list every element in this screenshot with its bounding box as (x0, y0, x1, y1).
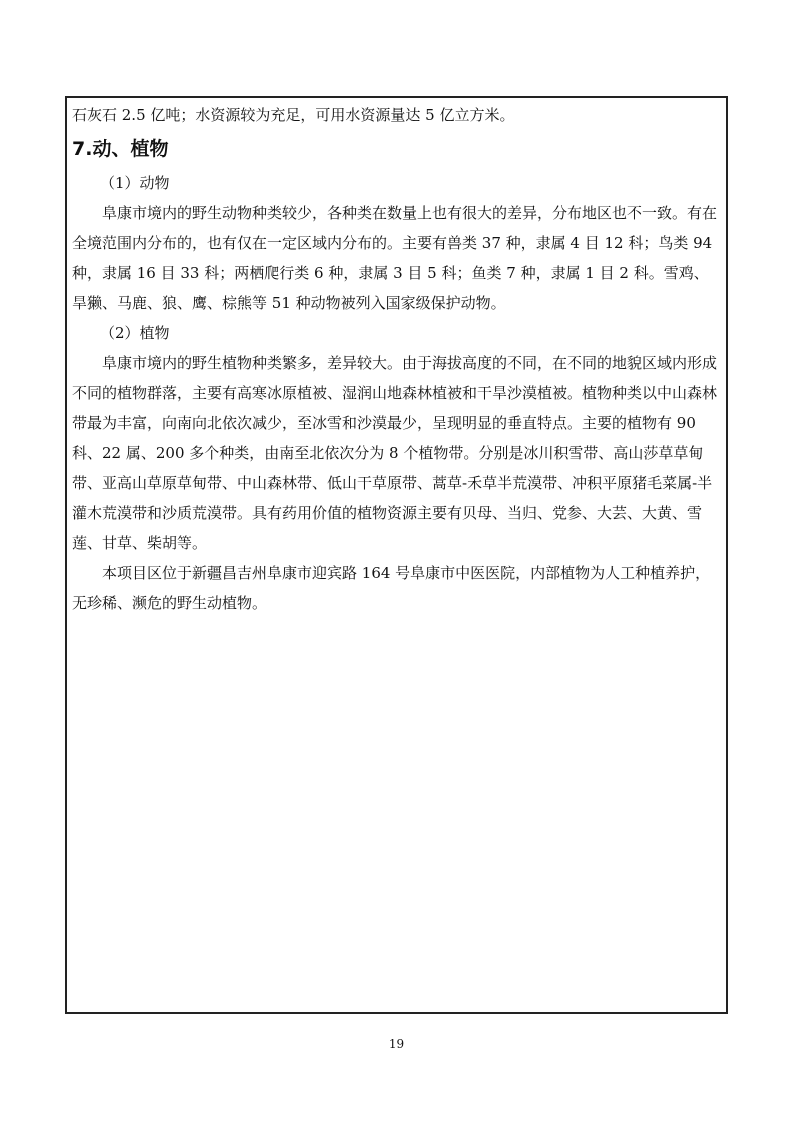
project-paragraph: 本项目区位于新疆昌吉州阜康市迎宾路 164 号阜康市中医医院，内部植物为人工种植养护，无珍稀、濒危的野生动植物。 (72, 564, 711, 612)
section-heading: 7.动、植物 (72, 138, 169, 160)
document-body (72, 100, 720, 618)
animals-paragraph: 阜康市境内的野生动物种类较少，各种类在数量上也有很大的差异，分布地区也不一致。有在全境范围内分布的，也有仅在一定区域内分布的。主要有兽类 37 种，隶属 4 目 12 科；鸟类 94 种，隶属 16 目 33 科；两栖爬行类 6 种，隶属 3 目 5 科；鱼类 7 种，隶属 1 目 2 科。雪鸡、旱獭、马鹿、狼、鹰、棕熊等 51 种动物被列入国家级保护动物。 (72, 204, 718, 312)
continuation-line: 石灰石 2.5 亿吨；水资源较为充足，可用水资源量达 5 亿立方米。 (72, 106, 515, 124)
plants-paragraph: 阜康市境内的野生植物种类繁多，差异较大。由于海拔高度的不同，在不同的地貌区域内形成不同的植物群落，主要有高寒冰原植被、湿润山地森林植被和干旱沙漠植被。植物种类以中山森林带最为丰富，向南向北依次减少，至冰雪和沙漠最少，呈现明显的垂直特点。主要的植物有 90 科、22 属、200 多个种类，由南至北依次分为 8 个植物带。分别是冰川积雪带、高山莎草草甸带、亚高山草原草甸带、中山森林带、低山干草原带、蒿草-禾草半荒漠带、冲积平原猪毛菜属-半灌木荒漠带和沙质荒漠带。具有药用价值的植物资源主要有贝母、当归、党参、大芸、大黄、雪莲、甘草、柴胡等。 (72, 354, 718, 552)
plants-subheading: （2）植物 (100, 324, 170, 342)
animals-subheading: （1）动物 (100, 174, 170, 192)
page-number: 19 (388, 1037, 405, 1051)
